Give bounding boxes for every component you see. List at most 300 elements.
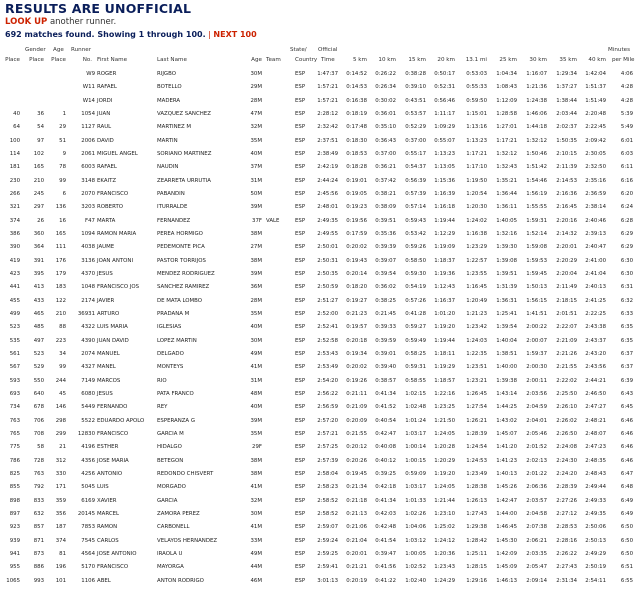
cell-split-25k: 1:40:04 bbox=[496, 337, 517, 344]
cell-overall-place: 441 bbox=[9, 284, 20, 291]
cell-split-40k: 2:50:13 bbox=[585, 537, 606, 544]
cell-split-10k: 0:41:56 bbox=[375, 564, 396, 571]
cell-split-15k: 0:57:14 bbox=[405, 204, 426, 211]
cell-split-20k: 1:19:36 bbox=[434, 270, 455, 277]
cell-first-name: FRANCISCO bbox=[97, 190, 129, 197]
cell-gender-place: 102 bbox=[33, 150, 44, 157]
cell-bib-number: 6169 bbox=[81, 497, 95, 504]
cell-pace-per-mile: 4:28 bbox=[620, 84, 633, 91]
cell-split-20k: 1:18:57 bbox=[434, 377, 455, 384]
header-pace-per-mile: per Mile bbox=[612, 57, 635, 63]
cell-split-5k: 0:19:34 bbox=[346, 350, 367, 357]
cell-last-name: ZEARRETA URRUTIA bbox=[157, 177, 211, 184]
cell-pace-per-mile: 6:24 bbox=[620, 204, 633, 211]
cell-official-time: 2:37:51 bbox=[317, 137, 338, 144]
cell-split-40k: 2:41:25 bbox=[585, 297, 606, 304]
cell-overall-place: 898 bbox=[9, 497, 20, 504]
cell-split-15k: 0:41:28 bbox=[405, 310, 426, 317]
cell-age: 44M bbox=[250, 564, 262, 571]
cell-official-time: 2:59:07 bbox=[317, 524, 338, 531]
cell-split-half: 1:23:49 bbox=[466, 470, 487, 477]
cell-pace-per-mile: 6:35 bbox=[620, 337, 633, 344]
cell-split-5k: 0:19:01 bbox=[346, 177, 367, 184]
cell-split-30k: 2:03:35 bbox=[526, 550, 547, 557]
cell-last-name: CARBONELL bbox=[157, 524, 190, 531]
header-gender: Gender bbox=[25, 47, 46, 53]
cell-split-40k: 2:40:13 bbox=[585, 284, 606, 291]
cell-overall-place: 455 bbox=[9, 297, 20, 304]
cell-gender-place: 523 bbox=[33, 350, 44, 357]
cell-split-35k: 2:01:51 bbox=[556, 310, 577, 317]
cell-split-35k: 2:18:15 bbox=[556, 297, 577, 304]
cell-pace-per-mile: 6:49 bbox=[620, 497, 633, 504]
cell-split-5k: 0:17:48 bbox=[346, 124, 367, 131]
cell-age-place: 223 bbox=[55, 337, 66, 344]
cell-country: ESP bbox=[295, 497, 306, 504]
cell-bib-number: 20145 bbox=[77, 510, 95, 517]
cell-gender-place: 550 bbox=[33, 377, 44, 384]
cell-age: 41M bbox=[250, 364, 262, 371]
cell-bib-number: 4327 bbox=[81, 364, 95, 371]
cell-split-35k: 1:50:35 bbox=[556, 137, 577, 144]
cell-pace-per-mile: 4:06 bbox=[620, 71, 633, 77]
cell-first-name: FRANCISCO bbox=[97, 564, 129, 571]
cell-split-30k: 1:32:12 bbox=[526, 137, 547, 144]
cell-bib-number: 5522 bbox=[81, 417, 95, 424]
cell-overall-place: 40 bbox=[13, 110, 20, 117]
cell-split-35k: 2:22:07 bbox=[556, 324, 577, 331]
cell-split-30k: 2:09:14 bbox=[526, 577, 547, 584]
cell-split-half: 1:27:43 bbox=[466, 510, 487, 517]
cell-split-20k: 1:01:20 bbox=[434, 310, 455, 317]
cell-last-name: MONTEYS bbox=[157, 364, 184, 371]
cell-split-5k: 0:20:09 bbox=[346, 417, 367, 424]
cell-split-10k: 0:38:09 bbox=[375, 204, 396, 211]
cell-split-40k: 2:48:35 bbox=[585, 457, 606, 464]
cell-country: ESP bbox=[295, 310, 306, 317]
cell-first-name: JESUS bbox=[97, 390, 113, 397]
cell-age: 30M bbox=[250, 337, 262, 344]
cell-split-half: 1:26:13 bbox=[466, 497, 487, 504]
cell-pace-per-mile: 6:51 bbox=[620, 564, 633, 571]
cell-split-35k: 2:10:15 bbox=[556, 150, 577, 157]
cell-age: 39M bbox=[250, 417, 262, 424]
cell-split-40k: 2:43:56 bbox=[585, 364, 606, 371]
cell-first-name: RAMON bbox=[97, 524, 118, 531]
cell-last-name: PRADANA M bbox=[157, 310, 190, 317]
cell-first-name: MARCOS bbox=[97, 377, 121, 384]
cell-age: 37M bbox=[250, 164, 262, 171]
cell-official-time: 2:42:19 bbox=[317, 164, 338, 171]
cell-split-30k: 1:44:18 bbox=[526, 124, 547, 131]
cell-last-name: SANCHEZ RAMIREZ bbox=[157, 284, 210, 291]
cell-pace-per-mile: 6:29 bbox=[620, 230, 633, 237]
cell-last-name: PEREA HORMIGO bbox=[157, 230, 203, 237]
cell-last-name: MARTINEZ M bbox=[157, 124, 192, 131]
cell-split-15k: 0:43:51 bbox=[405, 97, 426, 104]
cell-bib-number: 2006 bbox=[81, 137, 95, 144]
cell-split-5k: 0:21:06 bbox=[346, 524, 367, 531]
cell-gender-place: 54 bbox=[37, 124, 44, 131]
cell-split-20k: 1:19:20 bbox=[434, 470, 455, 477]
cell-split-half: 0:53:03 bbox=[466, 71, 487, 77]
cell-first-name: ARTURO bbox=[97, 310, 120, 317]
cell-split-15k: 0:58:25 bbox=[405, 350, 426, 357]
cell-pace-per-mile: 5:39 bbox=[620, 110, 633, 117]
cell-country: ESP bbox=[295, 364, 306, 371]
cell-split-40k: 2:54:11 bbox=[585, 577, 606, 584]
cell-split-20k: 0:55:07 bbox=[434, 137, 455, 144]
cell-last-name: VELAYOS HERNANDEZ bbox=[157, 537, 218, 544]
cell-split-5k: 0:19:23 bbox=[346, 204, 367, 211]
cell-country: ESP bbox=[295, 510, 306, 517]
cell-last-name: VAZQUEZ SANCHEZ bbox=[157, 110, 211, 117]
header-split-half: 13.1 mi bbox=[465, 57, 487, 63]
cell-gender-place: 871 bbox=[33, 537, 44, 544]
cell-country: ESP bbox=[295, 177, 306, 184]
header-last-name: Last Name bbox=[157, 57, 187, 63]
header-overall-place: Place bbox=[5, 57, 20, 63]
cell-split-40k: 2:43:20 bbox=[585, 350, 606, 357]
cell-split-30k: 2:03:57 bbox=[526, 497, 547, 504]
cell-split-40k: 2:48:07 bbox=[585, 430, 606, 437]
cell-overall-place: 693 bbox=[9, 390, 20, 397]
cell-gender-place: 728 bbox=[33, 457, 44, 464]
cell-split-15k: 1:03:17 bbox=[405, 430, 426, 437]
header-country: Country bbox=[295, 57, 318, 63]
cell-split-15k: 1:01:24 bbox=[405, 417, 426, 424]
cell-split-10k: 0:37:00 bbox=[375, 150, 396, 157]
cell-last-name: MAYORGA bbox=[157, 564, 184, 571]
cell-split-30k: 1:46:06 bbox=[526, 110, 547, 117]
cell-split-half: 0:59:50 bbox=[466, 97, 487, 104]
cell-first-name: JOSE MARIA bbox=[97, 457, 129, 464]
cell-split-10k: 0:41:52 bbox=[375, 404, 396, 411]
cell-age: 29M bbox=[250, 84, 262, 91]
cell-split-20k: 1:18:37 bbox=[434, 257, 455, 264]
cell-split-half: 1:29:38 bbox=[466, 524, 487, 531]
cell-first-name: RAMON MARIA bbox=[97, 230, 137, 237]
cell-pace-per-mile: 6:30 bbox=[620, 270, 633, 277]
cell-split-15k: 1:02:26 bbox=[405, 510, 426, 517]
cell-age-place: 359 bbox=[55, 497, 66, 504]
cell-split-35k: 2:20:29 bbox=[556, 257, 577, 264]
cell-country: ESP bbox=[295, 150, 306, 157]
cell-bib-number: 3136 bbox=[81, 257, 95, 264]
cell-first-name: MARTA bbox=[97, 217, 116, 224]
cell-first-name: JOAN ANTONI bbox=[97, 257, 134, 264]
cell-split-35k: 2:21:55 bbox=[556, 364, 577, 371]
cell-pace-per-mile: 6:37 bbox=[620, 350, 633, 357]
cell-split-35k: 2:26:10 bbox=[556, 404, 577, 411]
cell-split-40k: 2:50:19 bbox=[585, 564, 606, 571]
cell-official-time: 2:58:23 bbox=[317, 484, 338, 491]
cell-gender-place: 886 bbox=[33, 564, 44, 571]
cell-age: 35M bbox=[250, 310, 262, 317]
cell-age: 39M bbox=[250, 204, 262, 211]
cell-overall-place: 374 bbox=[9, 217, 20, 224]
cell-split-half: 1:19:50 bbox=[466, 177, 487, 184]
cell-split-30k: 2:02:13 bbox=[526, 457, 547, 464]
cell-gender-place: 26 bbox=[37, 217, 44, 224]
header-split-5k: 5 km bbox=[352, 57, 367, 63]
cell-age-place: 29 bbox=[59, 124, 66, 131]
cell-split-40k: 2:22:45 bbox=[585, 124, 606, 131]
cell-split-40k: 2:47:27 bbox=[585, 404, 606, 411]
cell-bib-number: 6003 bbox=[81, 164, 95, 171]
cell-age: 39M bbox=[250, 270, 262, 277]
cell-country: ESP bbox=[295, 190, 306, 197]
cell-country: ESP bbox=[295, 124, 306, 131]
cell-official-time: 2:50:31 bbox=[317, 257, 338, 264]
header-minutes: Minutes bbox=[608, 47, 631, 53]
cell-split-20k: 1:22:16 bbox=[434, 390, 455, 397]
cell-split-half: 1:28:39 bbox=[466, 430, 487, 437]
cell-split-40k: 2:48:21 bbox=[585, 417, 606, 424]
cell-country: ESP bbox=[295, 564, 306, 571]
cell-pace-per-mile: 6:50 bbox=[620, 550, 633, 557]
cell-split-20k: 1:20:28 bbox=[434, 444, 455, 451]
cell-bib-number: 4390 bbox=[81, 337, 95, 344]
cell-split-10k: 0:36:21 bbox=[375, 164, 396, 171]
cell-overall-place: 523 bbox=[9, 324, 20, 331]
cell-first-name: ROBERTO bbox=[97, 204, 123, 211]
cell-split-25k: 1:41:23 bbox=[496, 457, 517, 464]
cell-bib-number: 5449 bbox=[81, 404, 95, 411]
cell-split-half: 1:23:42 bbox=[466, 324, 487, 331]
cell-split-30k: 1:56:15 bbox=[526, 297, 547, 304]
cell-country: ESP bbox=[295, 324, 306, 331]
cell-split-5k: 0:20:18 bbox=[346, 337, 367, 344]
cell-split-10k: 0:36:02 bbox=[375, 284, 396, 291]
cell-split-5k: 0:19:26 bbox=[346, 377, 367, 384]
cell-bib-number: 4322 bbox=[81, 324, 95, 331]
cell-first-name: JUAN DAVID bbox=[97, 337, 129, 344]
cell-split-25k: 1:40:00 bbox=[496, 364, 517, 371]
cell-split-40k: 2:43:37 bbox=[585, 337, 606, 344]
header-age-place: Place bbox=[51, 57, 66, 63]
cell-split-25k: 1:44:00 bbox=[496, 510, 517, 517]
cell-official-time: 2:50:59 bbox=[317, 284, 338, 291]
cell-overall-place: 775 bbox=[9, 444, 20, 451]
cell-first-name: JESUS bbox=[97, 270, 113, 277]
cell-split-15k: 0:58:50 bbox=[405, 257, 426, 264]
cell-age: 37F bbox=[252, 217, 262, 224]
cell-split-35k: 2:20:16 bbox=[556, 217, 577, 224]
cell-last-name: MADERA bbox=[157, 97, 181, 104]
cell-pace-per-mile: 6:46 bbox=[620, 457, 633, 464]
cell-first-name: XAVIER bbox=[97, 497, 117, 504]
cell-split-25k: 1:40:05 bbox=[496, 217, 517, 224]
cell-country: ESP bbox=[295, 257, 306, 264]
header-official: Official bbox=[318, 47, 338, 53]
cell-split-30k: 1:52:14 bbox=[526, 230, 547, 237]
cell-country: ESP bbox=[295, 270, 306, 277]
cell-last-name: BETEGON bbox=[157, 457, 184, 464]
cell-overall-place: 955 bbox=[9, 564, 20, 571]
cell-gender-place: 36 bbox=[37, 110, 44, 117]
cell-pace-per-mile: 6:31 bbox=[620, 284, 633, 291]
cell-overall-place: 535 bbox=[9, 337, 20, 344]
cell-age-place: 176 bbox=[55, 257, 66, 264]
cell-bib-number: 2074 bbox=[81, 350, 95, 357]
cell-official-time: 2:52:00 bbox=[317, 310, 338, 317]
cell-age: 38M bbox=[250, 457, 262, 464]
cell-gender-place: 58 bbox=[37, 444, 44, 451]
cell-official-time: 2:52:58 bbox=[317, 337, 338, 344]
cell-country: ESP bbox=[295, 244, 306, 251]
cell-split-5k: 0:18:53 bbox=[346, 150, 367, 157]
cell-split-15k: 1:04:06 bbox=[405, 524, 426, 531]
cell-pace-per-mile: 5:49 bbox=[620, 124, 633, 131]
cell-split-5k: 0:18:30 bbox=[346, 137, 367, 144]
cell-split-40k: 2:41:04 bbox=[585, 270, 606, 277]
cell-split-35k: 2:24:08 bbox=[556, 444, 577, 451]
cell-gender-place: 485 bbox=[33, 324, 44, 331]
cell-split-5k: 0:19:05 bbox=[346, 190, 367, 197]
cell-split-10k: 0:36:43 bbox=[375, 137, 396, 144]
header-age: Age bbox=[251, 57, 262, 63]
cell-pace-per-mile: 6:46 bbox=[620, 417, 633, 424]
header-bib-number: No. bbox=[82, 57, 92, 63]
cell-first-name: FERNANDO bbox=[97, 404, 128, 411]
cell-split-10k: 0:39:40 bbox=[375, 364, 396, 371]
cell-split-15k: 0:54:19 bbox=[405, 284, 426, 291]
cell-split-10k: 0:42:18 bbox=[375, 484, 396, 491]
cell-split-25k: 1:39:30 bbox=[496, 244, 517, 251]
next-page-link[interactable]: NEXT 100 bbox=[213, 30, 257, 39]
cell-split-25k: 1:42:47 bbox=[496, 497, 517, 504]
cell-split-5k: 0:17:59 bbox=[346, 230, 367, 237]
header-first-name: First Name bbox=[97, 57, 128, 63]
cell-split-25k: 1:04:34 bbox=[496, 71, 517, 77]
cell-country: ESP bbox=[295, 110, 306, 117]
cell-gender-place: 364 bbox=[33, 244, 44, 251]
cell-last-name: ITURRALDE bbox=[157, 204, 188, 211]
cell-first-name: ROGER bbox=[97, 71, 117, 77]
cell-split-30k: 1:59:08 bbox=[526, 244, 547, 251]
cell-age-place: 356 bbox=[55, 510, 66, 517]
cell-split-25k: 1:41:20 bbox=[496, 444, 517, 451]
cell-country: ESP bbox=[295, 164, 306, 171]
cell-split-40k: 2:49:44 bbox=[585, 484, 606, 491]
cell-gender-place: 360 bbox=[33, 230, 44, 237]
cell-split-10k: 0:39:47 bbox=[375, 550, 396, 557]
cell-split-half: 1:22:57 bbox=[466, 257, 487, 264]
cell-split-35k: 2:11:49 bbox=[556, 284, 577, 291]
cell-last-name: FERNANDEZ bbox=[157, 217, 191, 224]
cell-official-time: 2:53:43 bbox=[317, 350, 338, 357]
cell-split-10k: 0:39:01 bbox=[375, 350, 396, 357]
cell-pace-per-mile: 6:20 bbox=[620, 190, 633, 197]
cell-gender-place: 245 bbox=[33, 190, 44, 197]
cell-split-30k: 1:59:37 bbox=[526, 350, 547, 357]
cell-bib-number: 3148 bbox=[81, 177, 95, 184]
cell-first-name: MARCEL bbox=[97, 510, 119, 517]
cell-country: ESP bbox=[295, 537, 306, 544]
cell-bib-number: 2061 bbox=[81, 150, 95, 157]
cell-pace-per-mile: 6:39 bbox=[620, 377, 633, 384]
cell-age: 49M bbox=[250, 350, 262, 357]
cell-overall-place: 390 bbox=[9, 244, 20, 251]
cell-overall-place: 64 bbox=[13, 124, 20, 131]
cell-split-20k: 1:12:29 bbox=[434, 230, 455, 237]
cell-age: 35M bbox=[250, 430, 262, 437]
cell-split-half: 1:28:38 bbox=[466, 484, 487, 491]
cell-bib-number: 7545 bbox=[81, 537, 95, 544]
lookup-link[interactable]: LOOK UP bbox=[5, 17, 48, 27]
cell-age-place: 101 bbox=[55, 577, 66, 584]
cell-split-5k: 0:21:34 bbox=[346, 484, 367, 491]
cell-pace-per-mile: 6:47 bbox=[620, 470, 633, 477]
cell-country: ESP bbox=[295, 484, 306, 491]
cell-country: ESP bbox=[295, 457, 306, 464]
cell-split-15k: 0:59:09 bbox=[405, 470, 426, 477]
cell-split-5k: 0:18:28 bbox=[346, 164, 367, 171]
cell-split-20k: 1:18:11 bbox=[434, 350, 455, 357]
cell-last-name: NAUDIN bbox=[157, 164, 179, 171]
cell-split-half: 1:24:54 bbox=[466, 444, 487, 451]
cell-first-name: MIGUEL ANGEL bbox=[97, 150, 138, 157]
cell-split-35k: 2:02:37 bbox=[556, 124, 577, 131]
cell-split-25k: 1:32:16 bbox=[496, 230, 517, 237]
cell-split-35k: 2:26:50 bbox=[556, 430, 577, 437]
cell-country: ESP bbox=[295, 217, 306, 224]
cell-split-40k: 2:40:47 bbox=[585, 244, 606, 251]
cell-pace-per-mile: 6:48 bbox=[620, 484, 633, 491]
cell-split-25k: 1:27:01 bbox=[496, 124, 517, 131]
cell-split-half: 1:22:35 bbox=[466, 350, 487, 357]
cell-split-half: 1:13:16 bbox=[466, 124, 487, 131]
cell-split-15k: 0:39:10 bbox=[405, 84, 426, 91]
cell-split-20k: 1:24:29 bbox=[434, 577, 455, 584]
cell-split-10k: 0:40:54 bbox=[375, 417, 396, 424]
cell-split-20k: 1:24:05 bbox=[434, 484, 455, 491]
cell-country: ESP bbox=[295, 350, 306, 357]
cell-split-5k: 0:20:02 bbox=[346, 364, 367, 371]
cell-split-10k: 0:39:07 bbox=[375, 257, 396, 264]
cell-split-10k: 0:41:34 bbox=[375, 390, 396, 397]
cell-gender-place: 792 bbox=[33, 484, 44, 491]
cell-split-15k: 1:02:40 bbox=[405, 577, 426, 584]
cell-last-name: BOTELLO bbox=[157, 84, 182, 91]
cell-overall-place: 825 bbox=[9, 470, 20, 477]
cell-overall-place: 321 bbox=[9, 204, 20, 211]
cell-pace-per-mile: 6:46 bbox=[620, 430, 633, 437]
cell-split-25k: 1:40:13 bbox=[496, 470, 517, 477]
cell-pace-per-mile: 6:03 bbox=[620, 150, 633, 157]
cell-bib-number: 2070 bbox=[81, 190, 95, 197]
cell-split-10k: 0:35:10 bbox=[375, 124, 396, 131]
cell-age-place: 136 bbox=[55, 204, 66, 211]
cell-split-30k: 2:04:58 bbox=[526, 510, 547, 517]
cell-bib-number: 1094 bbox=[81, 230, 95, 237]
cell-split-40k: 2:41:00 bbox=[585, 257, 606, 264]
cell-pace-per-mile: 6:50 bbox=[620, 537, 633, 544]
cell-split-10k: 0:26:34 bbox=[375, 84, 396, 91]
cell-split-20k: 1:09:29 bbox=[434, 124, 455, 131]
cell-split-25k: 1:46:13 bbox=[496, 577, 517, 584]
cell-age-place: 111 bbox=[55, 244, 66, 251]
cell-age-place: 21 bbox=[59, 444, 66, 451]
cell-split-25k: 1:39:51 bbox=[496, 270, 517, 277]
cell-split-35k: 2:16:36 bbox=[556, 190, 577, 197]
cell-split-35k: 2:14:32 bbox=[556, 230, 577, 237]
cell-last-name: ANTON RODRIGO bbox=[157, 577, 204, 584]
cell-gender-place: 857 bbox=[33, 524, 44, 531]
cell-split-20k: 1:21:50 bbox=[434, 417, 455, 424]
cell-last-name: PASTOR TORRIJOS bbox=[157, 257, 206, 264]
